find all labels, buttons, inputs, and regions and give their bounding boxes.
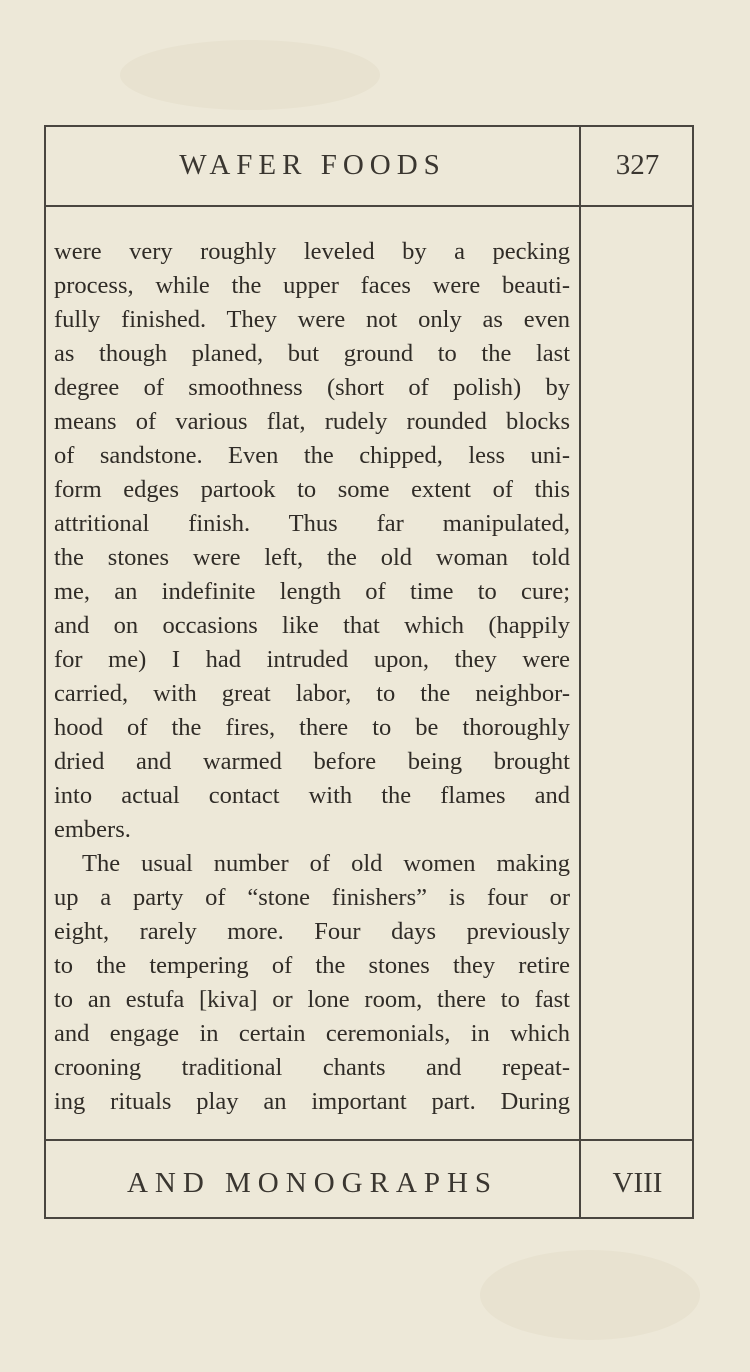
text-line: to the tempering of the stones they retire: [54, 952, 570, 979]
text-line: me, an indefinite length of time to cure;: [54, 578, 570, 605]
text-line: attritional finish. Thus far manipulated,: [54, 510, 570, 537]
text-line: hood of the fires, there to be thoroughly: [54, 714, 570, 741]
text-line: form edges partook to some extent of this: [54, 476, 570, 503]
paper-stain: [480, 1250, 700, 1340]
paper-stain: [120, 40, 380, 110]
text-line: and on occasions like that which (happily: [54, 612, 570, 639]
column-divider: [579, 127, 581, 1217]
running-head: WAFER FOODS: [179, 149, 446, 181]
body-text: [54, 235, 570, 1119]
text-line: were very roughly leveled by a pecking: [54, 238, 570, 265]
text-line: eight, rarely more. Four days previously: [54, 918, 570, 945]
text-line: for me) I had intruded upon, they were: [54, 646, 570, 673]
text-line: the stones were left, the old woman told: [54, 544, 570, 571]
header-rule: [46, 205, 692, 207]
text-line: embers.: [54, 816, 131, 843]
text-line: up a party of “stone finishers” is four or: [54, 884, 570, 911]
text-line: into actual contact with the flames and: [54, 782, 570, 809]
text-line: fully finished. They were not only as even: [54, 306, 570, 333]
text-line: dried and warmed before being brought: [54, 748, 570, 775]
text-line: of sandstone. Even the chipped, less uni-: [54, 442, 570, 469]
text-line: ing rituals play an important part. During: [54, 1088, 570, 1115]
text-line: The usual number of old women making: [82, 850, 570, 877]
text-line: and engage in certain ceremonials, in which: [54, 1020, 570, 1047]
text-line: means of various flat, rudely rounded blocks: [54, 408, 570, 435]
running-foot: AND MONOGRAPHS: [126, 1167, 499, 1199]
text-line: carried, with great labor, to the neighbor-: [54, 680, 570, 707]
text-line: to an estufa [kiva] or lone room, there to fast: [54, 986, 570, 1013]
text-line: as though planed, but ground to the last: [54, 340, 570, 367]
page-number: 327: [615, 149, 660, 181]
text-line: process, while the upper faces were beauti-: [54, 272, 570, 299]
footer-rule: [46, 1139, 692, 1141]
text-line: degree of smoothness (short of polish) by: [54, 374, 570, 401]
page-frame: [44, 125, 694, 1219]
text-line: crooning traditional chants and repeat-: [54, 1054, 570, 1081]
volume-number: VIII: [612, 1167, 663, 1199]
